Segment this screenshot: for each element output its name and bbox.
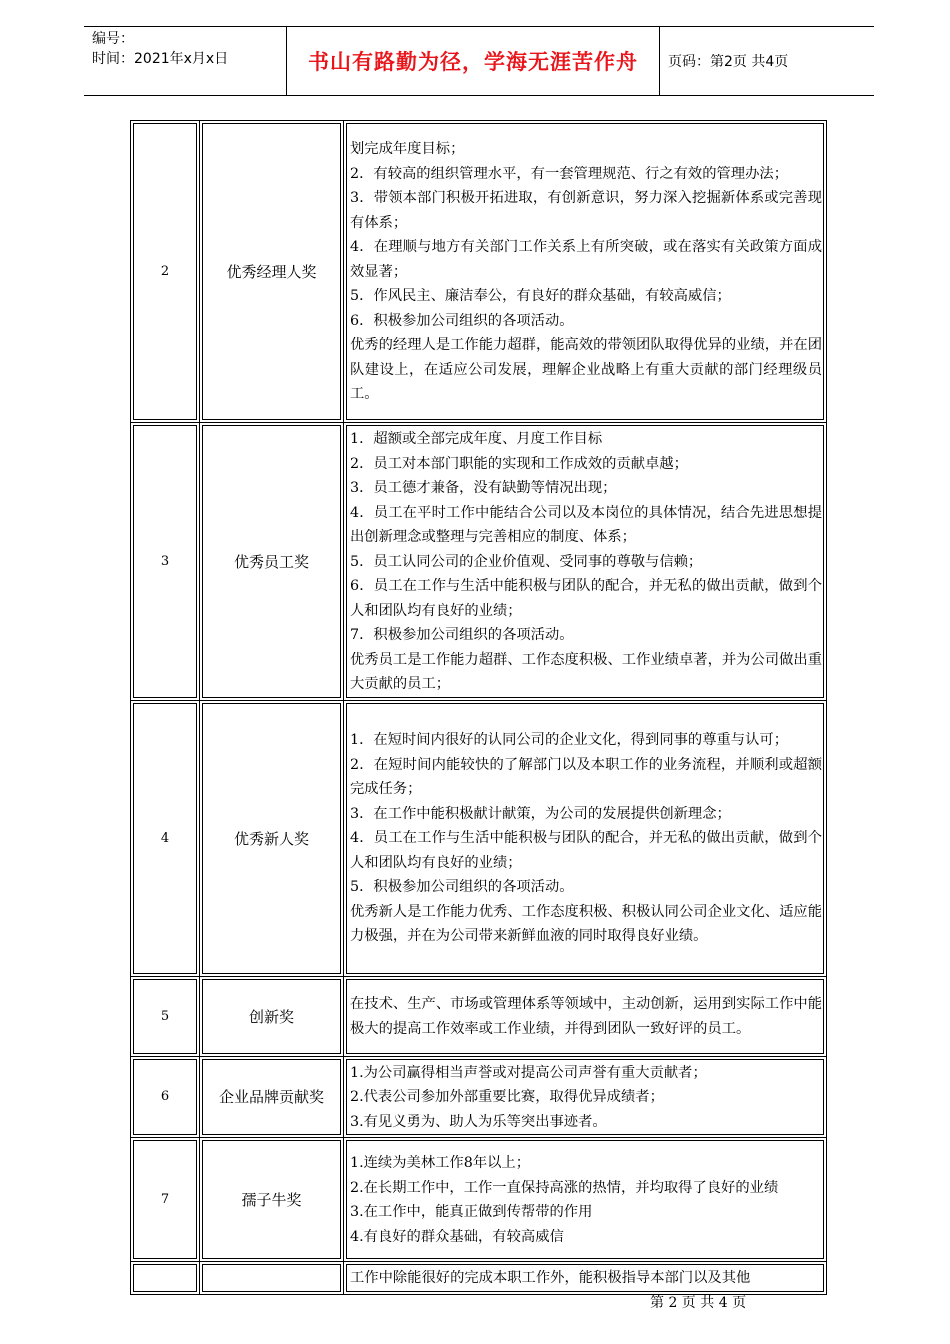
criteria-line: 5．积极参加公司组织的各项活动。 xyxy=(350,879,574,896)
criteria-line: 2．在短时间内能较快的了解部门以及本职工作的业务流程，并顺利或超额完成任务； xyxy=(350,756,822,798)
criteria-line: 3．在工作中能积极献计献策，为公司的发展提供创新理念； xyxy=(350,805,731,822)
header-meta xyxy=(92,29,228,69)
award-criteria xyxy=(344,121,827,423)
document-time-label: 时间：2021年x月x日 xyxy=(92,51,229,67)
award-criteria xyxy=(344,700,827,976)
award-row xyxy=(131,1056,827,1138)
award-row xyxy=(131,1262,827,1295)
criteria-line: 2.在长期工作中，工作一直保持高涨的热情，并均取得了良好的业绩 xyxy=(350,1179,779,1196)
award-name: 创新奖 xyxy=(200,976,344,1056)
award-name: 孺子牛奖 xyxy=(200,1138,344,1262)
criteria-line: 2．有较高的组织管理水平，有一套管理规范、行之有效的管理办法； xyxy=(350,165,788,182)
criteria-line: 2．员工对本部门职能的实现和工作成效的贡献卓越； xyxy=(350,455,688,472)
award-row xyxy=(131,976,827,1056)
criteria-line: 7．积极参加公司组织的各项活动。 xyxy=(350,627,574,643)
award-criteria xyxy=(344,1138,827,1262)
criteria-line: 1．超额或全部完成年度、月度工作目标 xyxy=(350,431,603,447)
criteria-line: 优秀的经理人是工作能力超群，能高效的带领团队取得优异的业绩，并在团队建设上，在适应公司发展，理解企业战略上有重大贡献的部门经理级员工。 xyxy=(350,337,822,403)
award-row xyxy=(131,1138,827,1262)
award-row xyxy=(131,700,827,976)
award-number: 3 xyxy=(131,423,200,701)
award-row xyxy=(131,423,827,701)
criteria-line: 4．员工在工作与生活中能积极与团队的配合，并无私的做出贡献，做到个人和团队均有良好的业绩； xyxy=(350,830,822,871)
page-header xyxy=(84,26,874,96)
criteria-line: 4．在理顺与地方有关部门工作关系上有所突破，或在落实有关政策方面成效显著； xyxy=(350,239,822,280)
criteria-line: 1．在短时间内很好的认同公司的企业文化，得到同事的尊重与认可； xyxy=(350,732,788,749)
award-row xyxy=(131,121,827,423)
criteria-line: 4.有良好的群众基础，有较高威信 xyxy=(350,1228,564,1245)
award-number xyxy=(131,1262,200,1295)
header-motto: 书山有路勤为径，学海无涯苦作舟 xyxy=(286,27,660,95)
award-name: 优秀经理人奖 xyxy=(200,121,344,423)
award-name: 优秀员工奖 xyxy=(200,423,344,701)
award-criteria xyxy=(344,423,827,701)
criteria-line: 3.有见义勇为、助人为乐等突出事迹者。 xyxy=(350,1113,607,1130)
criteria-line: 6．员工在工作与生活中能积极与团队的配合，并无私的做出贡献，做到个人和团队均有良好的业绩； xyxy=(350,578,822,619)
criteria-line: 5．作风民主、廉洁奉公，有良好的群众基础，有较高威信； xyxy=(350,288,731,305)
award-number: 7 xyxy=(131,1138,200,1262)
award-number: 5 xyxy=(131,976,200,1056)
awards-table-body xyxy=(131,121,827,1295)
criteria-line: 在技术、生产、市场或管理体系等领域中，主动创新，运用到实际工作中能极大的提高工作效率或工作业绩，并得到团队一致好评的员工。 xyxy=(350,996,822,1037)
criteria-line: 工作中除能很好的完成本职工作外，能积极指导本部门以及其他 xyxy=(350,1270,751,1286)
criteria-line: 优秀员工是工作能力超群、工作态度积极、工作业绩卓著，并为公司做出重大贡献的员工； xyxy=(350,651,822,692)
award-criteria xyxy=(344,1056,827,1138)
criteria-line: 1.连续为美林工作8年以上； xyxy=(350,1155,531,1171)
criteria-line: 3．带领本部门积极开拓进取，有创新意识，努力深入挖掘新体系或完善现有体系； xyxy=(350,190,822,231)
awards-table xyxy=(130,120,827,1295)
criteria-line: 3．员工德才兼备，没有缺勤等情况出现； xyxy=(350,480,617,496)
criteria-line: 优秀新人是工作能力优秀、工作态度积极、积极认同公司企业文化、适应能力极强，并在为公司带来新鲜血液的同时取得良好业绩。 xyxy=(350,903,822,945)
criteria-line: 6．积极参加公司组织的各项活动。 xyxy=(350,312,574,329)
award-name: 优秀新人奖 xyxy=(200,700,344,976)
criteria-line: 5．员工认同公司的企业价值观、受同事的尊敬与信赖； xyxy=(350,553,703,570)
award-number: 4 xyxy=(131,700,200,976)
award-criteria xyxy=(344,1262,827,1295)
criteria-line: 4．员工在平时工作中能结合公司以及本岗位的具体情况，结合先进思想提出创新理念或整理与完善相应的制度、体系； xyxy=(350,504,822,545)
document-number-label: 编号： xyxy=(92,31,134,47)
criteria-line: 2.代表公司参加外部重要比赛，取得优异成绩者； xyxy=(350,1089,664,1105)
header-page-number: 页码：第2页 共4页 xyxy=(668,54,789,70)
award-criteria xyxy=(344,976,827,1056)
criteria-line: 划完成年度目标； xyxy=(350,141,465,158)
page-footer: 第 2 页 共 4 页 xyxy=(650,1295,747,1311)
award-number: 6 xyxy=(131,1056,200,1138)
criteria-line: 3.在工作中，能真正做到传帮带的作用 xyxy=(350,1204,593,1220)
award-name xyxy=(200,1262,344,1295)
award-name: 企业品牌贡献奖 xyxy=(200,1056,344,1138)
criteria-line: 1.为公司赢得相当声誉或对提高公司声誉有重大贡献者； xyxy=(350,1064,707,1081)
award-number: 2 xyxy=(131,121,200,423)
